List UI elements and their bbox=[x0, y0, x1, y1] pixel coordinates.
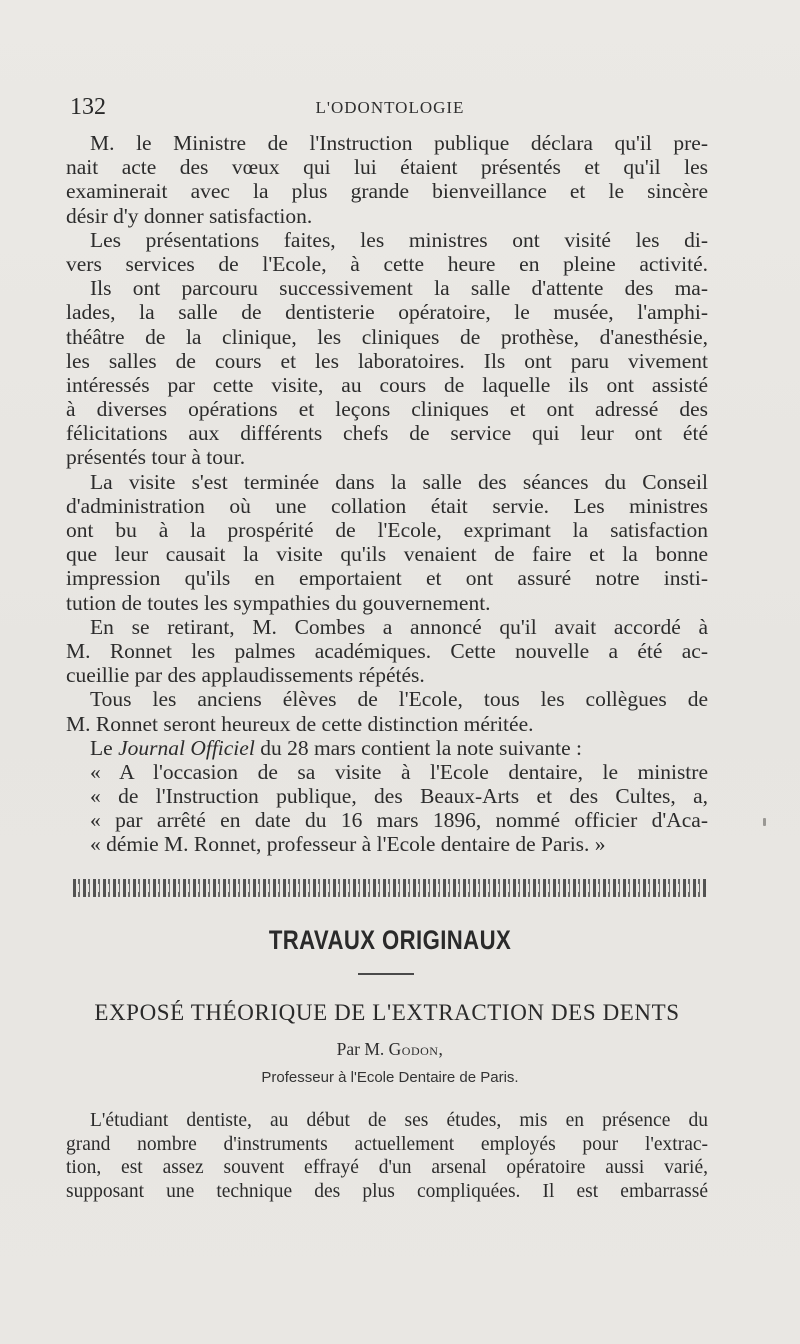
text-line: théâtre de la clinique, les cliniques de prothèse, d'anesthésie, bbox=[66, 324, 708, 349]
quote-line: « A l'occasion de sa visite à l'Ecole dentaire, le ministre bbox=[90, 759, 708, 784]
quote-line: « démie M. Ronnet, professeur à l'Ecole dentaire de Paris. » bbox=[90, 832, 606, 857]
article-title: EXPOSÉ THÉORIQUE DE L'EXTRACTION DES DENTS bbox=[94, 1000, 680, 1025]
text-line: les salles de cours et les laboratoires. Ils ont paru vivement bbox=[66, 348, 708, 373]
official-quote bbox=[66, 760, 708, 857]
text-line: tution de toutes les sympathies du gouvernement. bbox=[66, 590, 491, 615]
text-line: lades, la salle de dentisterie opératoire, le musée, l'amphi- bbox=[66, 300, 708, 325]
page-number: 132 bbox=[70, 94, 106, 120]
quote-line: « par arrêté en date du 16 mars 1896, nommé officier d'Aca- bbox=[90, 808, 708, 833]
article-text bbox=[66, 1109, 708, 1203]
text-line: examinerait avec la plus grande bienveillance et le sincère bbox=[66, 179, 708, 204]
text-line: impression qu'ils en emportaient et ont assuré notre insti- bbox=[66, 566, 708, 591]
byline-prefix: Par M. bbox=[336, 1039, 389, 1059]
article-line: tion, est assez souvent effrayé d'un arsenal opératoire aussi varié, bbox=[66, 1157, 708, 1179]
text-line: M. Ronnet seront heureux de cette distinction méritée. bbox=[66, 711, 534, 736]
author-name: Godon, bbox=[388, 1039, 444, 1059]
text-line: à diverses opérations et leçons cliniques et ont adressé des bbox=[66, 397, 708, 422]
text-line: présentés tour à tour. bbox=[66, 445, 246, 470]
running-head bbox=[70, 94, 710, 130]
journal-line-before: Le bbox=[90, 735, 119, 760]
ornamental-divider bbox=[73, 879, 706, 897]
article-line: grand nombre d'instruments actuellement employés pour l'extrac- bbox=[66, 1133, 708, 1155]
author-affiliation: Professeur à l'Ecole Dentaire de Paris. bbox=[261, 1069, 519, 1086]
text-line: Ils ont parcouru successivement la salle d'attente des ma- bbox=[90, 276, 708, 301]
text-line: Tous les anciens élèves de l'Ecole, tous les collègues de bbox=[90, 687, 708, 712]
text-line: intéressés par cette visite, au cours de laquelle ils ont assisté bbox=[66, 372, 708, 397]
body-paragraphs bbox=[66, 131, 708, 736]
text-line: vers services de l'Ecole, à cette heure en pleine activité. bbox=[66, 251, 708, 276]
text-line: Les présentations faites, les ministres ont visité les di- bbox=[90, 227, 708, 252]
text-line: d'administration où une collation était servie. Les ministres bbox=[66, 493, 708, 518]
text-line: désir d'y donner satisfaction. bbox=[66, 203, 313, 228]
text-line: que leur causait la visite qu'ils venaient de faire et la bonne bbox=[66, 542, 708, 567]
journal-line-after: du 28 mars contient la note suivante : bbox=[254, 735, 583, 760]
heading-rule bbox=[358, 973, 414, 975]
ornament-pattern bbox=[73, 884, 706, 892]
article-paragraph bbox=[66, 1109, 708, 1203]
margin-speck bbox=[763, 818, 766, 826]
journal-title: L'ODONTOLOGIE bbox=[315, 98, 465, 117]
text-line: cueillie par des applaudissements répétés. bbox=[66, 663, 425, 688]
byline bbox=[70, 1039, 710, 1060]
text-line: M. Ronnet les palmes académiques. Cette nouvelle a été ac- bbox=[66, 638, 708, 663]
body-text bbox=[66, 131, 708, 857]
text-line: La visite s'est terminée dans la salle des séances du Conseil bbox=[90, 469, 708, 494]
article-line: supposant une technique des plus compliquées. Il est embarrassé bbox=[66, 1180, 708, 1202]
text-line: félicitations aux différents chefs de service qui leur ont été bbox=[66, 421, 708, 446]
text-line: nait acte des vœux qui lui étaient présentés et qu'il les bbox=[66, 155, 708, 180]
text-line: ont bu à la prospérité de l'Ecole, exprimant la satisfaction bbox=[66, 518, 708, 542]
journal-officiel-line bbox=[66, 736, 708, 760]
section-heading: TRAVAUX ORIGINAUX bbox=[268, 925, 512, 955]
article-line: L'étudiant dentiste, au début de ses études, mis en présence du bbox=[90, 1110, 708, 1131]
journal-officiel-title: Journal Officiel bbox=[118, 735, 255, 760]
text-line: En se retirant, M. Combes a annoncé qu'il avait accordé à bbox=[90, 614, 708, 639]
text-line: M. le Ministre de l'Instruction publique déclara qu'il pre- bbox=[90, 131, 708, 155]
quote-line: « de l'Instruction publique, des Beaux-Arts et des Cultes, a, bbox=[90, 784, 708, 809]
